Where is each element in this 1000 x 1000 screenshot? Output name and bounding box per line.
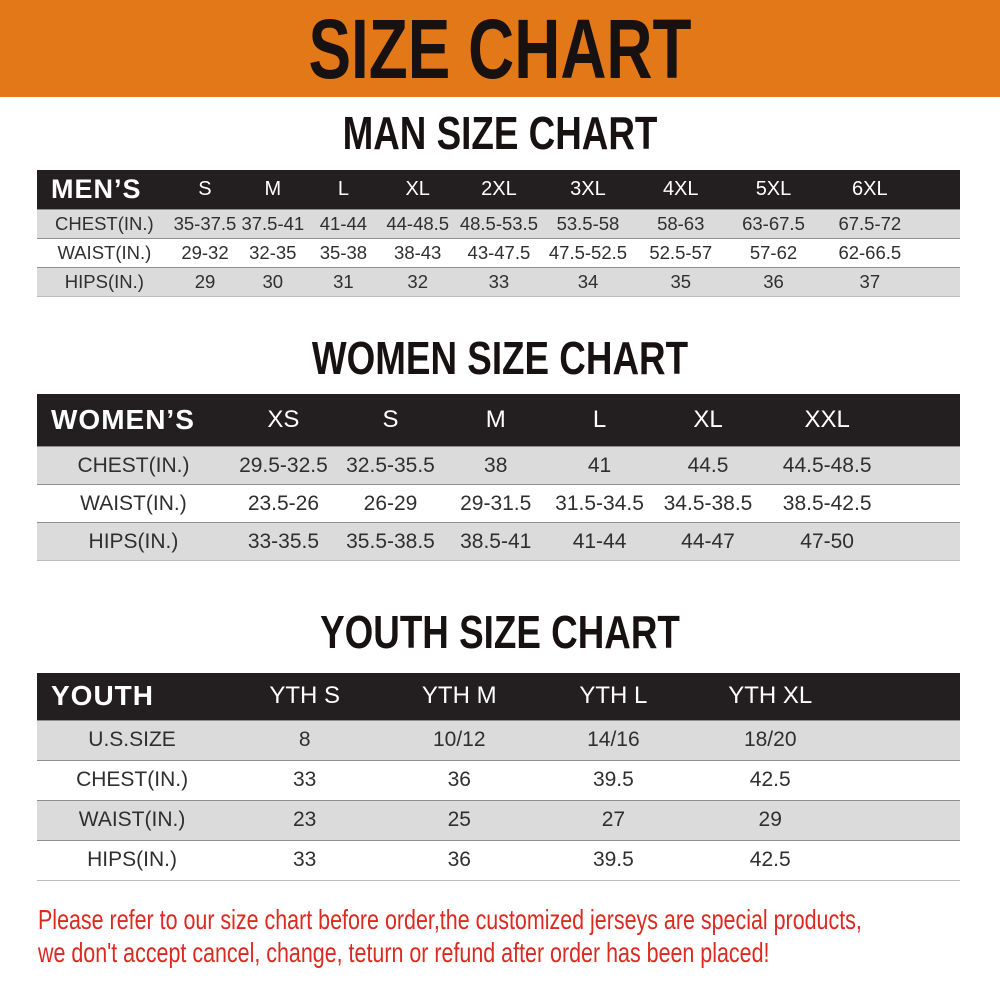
size-value-cell: 32.5-35.5 <box>346 453 435 477</box>
size-value-cell: 26-29 <box>363 491 418 515</box>
size-column-header: S <box>198 177 212 200</box>
size-value-cell: 29-32 <box>181 242 229 264</box>
size-value-cell: 37 <box>859 271 881 293</box>
size-value-cell: 41-44 <box>319 213 368 235</box>
size-column-header: M <box>264 177 282 200</box>
size-value-cell: 47-50 <box>800 529 854 553</box>
size-value-cell: 44-47 <box>681 529 735 553</box>
size-value-cell: 35-38 <box>319 242 368 264</box>
size-value-cell: 57-62 <box>749 242 798 264</box>
size-value-cell: 43-47.5 <box>467 242 531 264</box>
men-size-table <box>37 170 960 298</box>
size-value-cell: 8 <box>298 728 311 752</box>
section-women <box>0 334 1000 561</box>
table-title-cell: YOUTH <box>51 680 154 712</box>
size-column-header: 6XL <box>852 177 888 200</box>
size-value-cell: 36 <box>447 768 471 792</box>
measurement-row <box>37 720 960 760</box>
size-value-cell: 41-44 <box>572 529 627 553</box>
footer-note <box>38 903 862 971</box>
size-value-cell: 42.5 <box>749 848 791 872</box>
youth-section-heading: YOUTH SIZE CHART <box>320 606 680 659</box>
row-label: CHEST(IN.) <box>55 213 154 235</box>
size-value-cell: 33 <box>292 848 317 872</box>
size-column-header: YTH L <box>579 682 648 710</box>
size-column-header: YTH XL <box>728 682 813 710</box>
size-column-header: XL <box>405 177 430 200</box>
size-value-cell: 23 <box>292 808 317 832</box>
size-value-cell: 44-48.5 <box>386 213 450 235</box>
youth-size-table <box>37 673 960 881</box>
size-value-cell: 33 <box>488 271 510 293</box>
table-title-cell: MEN’S <box>51 173 142 204</box>
row-label: WAIST(IN.) <box>57 242 152 264</box>
size-value-cell: 36 <box>763 271 784 293</box>
size-value-cell: 58-63 <box>657 213 705 235</box>
row-label: HIPS(IN.) <box>88 529 179 553</box>
size-value-cell: 34.5-38.5 <box>663 491 753 515</box>
table-header-row <box>37 673 960 720</box>
size-value-cell: 25 <box>447 808 471 832</box>
size-column-header: L <box>337 177 349 200</box>
size-value-cell: 33-35.5 <box>247 529 320 553</box>
size-value-cell: 10/12 <box>432 728 486 752</box>
size-value-cell: 41 <box>587 453 612 477</box>
size-value-cell: 39.5 <box>592 768 634 792</box>
size-value-cell: 33 <box>292 768 317 792</box>
row-label: WAIST(IN.) <box>80 491 187 515</box>
size-value-cell: 23.5-26 <box>247 491 320 515</box>
size-value-cell: 29.5-32.5 <box>239 453 328 477</box>
size-value-cell: 38 <box>484 453 508 477</box>
size-column-header: YTH S <box>269 682 340 710</box>
table-title-cell: WOMEN’S <box>51 404 195 436</box>
size-value-cell: 30 <box>262 271 284 293</box>
size-value-cell: 63-67.5 <box>742 213 805 235</box>
table-header-row <box>37 394 960 447</box>
size-value-cell: 48.5-53.5 <box>459 213 538 235</box>
size-column-header: XS <box>267 406 300 434</box>
measurement-row <box>37 800 960 840</box>
size-value-cell: 44.5-48.5 <box>782 453 872 477</box>
size-column-header: M <box>485 406 506 434</box>
size-column-header: XL <box>693 406 723 434</box>
size-column-header: 5XL <box>755 177 792 200</box>
row-label: WAIST(IN.) <box>78 808 186 832</box>
row-label: HIPS(IN.) <box>87 848 177 872</box>
size-value-cell: 14/16 <box>587 728 640 752</box>
size-value-cell: 38.5-42.5 <box>782 491 872 515</box>
size-column-header: L <box>592 406 607 434</box>
size-value-cell: 36 <box>447 848 471 872</box>
measurement-row <box>37 840 960 880</box>
size-value-cell: 29 <box>758 808 782 832</box>
size-value-cell: 31.5-34.5 <box>555 491 644 515</box>
measurement-row <box>37 760 960 800</box>
banner-title: SIZE CHART <box>308 1 692 96</box>
size-column-header: S <box>382 406 399 434</box>
size-value-cell: 18/20 <box>743 728 797 752</box>
measurement-row <box>37 268 960 297</box>
measurement-row <box>37 447 960 485</box>
size-value-cell: 62-66.5 <box>838 242 902 264</box>
measurement-row <box>37 523 960 561</box>
size-value-cell: 47.5-52.5 <box>548 242 628 264</box>
row-label: HIPS(IN.) <box>64 271 144 293</box>
size-value-cell: 35.5-38.5 <box>346 529 435 553</box>
size-value-cell: 32-35 <box>249 242 297 264</box>
row-label: CHEST(IN.) <box>76 768 189 792</box>
footer-note-line-2: we don't accept cancel, change, teturn or refund after order has been placed! <box>38 937 770 969</box>
women-section-heading: WOMEN SIZE CHART <box>311 332 689 385</box>
row-label: U.S.SIZE <box>88 728 176 752</box>
size-value-cell: 44.5 <box>687 453 729 477</box>
size-value-cell: 32 <box>407 271 428 293</box>
size-value-cell: 35 <box>670 271 692 293</box>
size-value-cell: 29-31.5 <box>460 491 532 515</box>
size-value-cell: 37.5-41 <box>241 213 305 235</box>
size-value-cell: 38-43 <box>394 242 442 264</box>
size-value-cell: 31 <box>333 271 354 293</box>
women-size-table <box>37 394 960 562</box>
section-youth <box>0 608 1000 880</box>
footer-note-line-1: Please refer to our size chart before order,the customized jerseys are special products, <box>38 903 862 935</box>
size-column-header: XXL <box>804 406 850 434</box>
size-value-cell: 42.5 <box>749 768 791 792</box>
measurement-row <box>37 485 960 523</box>
size-value-cell: 52.5-57 <box>649 242 713 264</box>
size-value-cell: 27 <box>601 808 626 832</box>
size-column-header: 4XL <box>662 177 699 200</box>
measurement-row <box>37 239 960 268</box>
size-value-cell: 38.5-41 <box>460 529 532 553</box>
size-column-header: 3XL <box>570 177 606 200</box>
size-column-header: YTH M <box>421 682 497 710</box>
size-column-header: 2XL <box>481 177 517 200</box>
size-value-cell: 53.5-58 <box>556 213 620 235</box>
row-label: CHEST(IN.) <box>77 453 190 477</box>
size-value-cell: 34 <box>577 271 599 293</box>
section-men <box>0 109 1000 297</box>
banner <box>0 0 1000 97</box>
men-section-heading: MAN SIZE CHART <box>342 107 658 159</box>
size-value-cell: 39.5 <box>592 848 634 872</box>
size-value-cell: 67.5-72 <box>838 213 902 235</box>
size-value-cell: 29 <box>194 271 216 293</box>
size-value-cell: 35-37.5 <box>173 213 237 235</box>
table-header-row <box>37 170 960 210</box>
measurement-row <box>37 210 960 239</box>
